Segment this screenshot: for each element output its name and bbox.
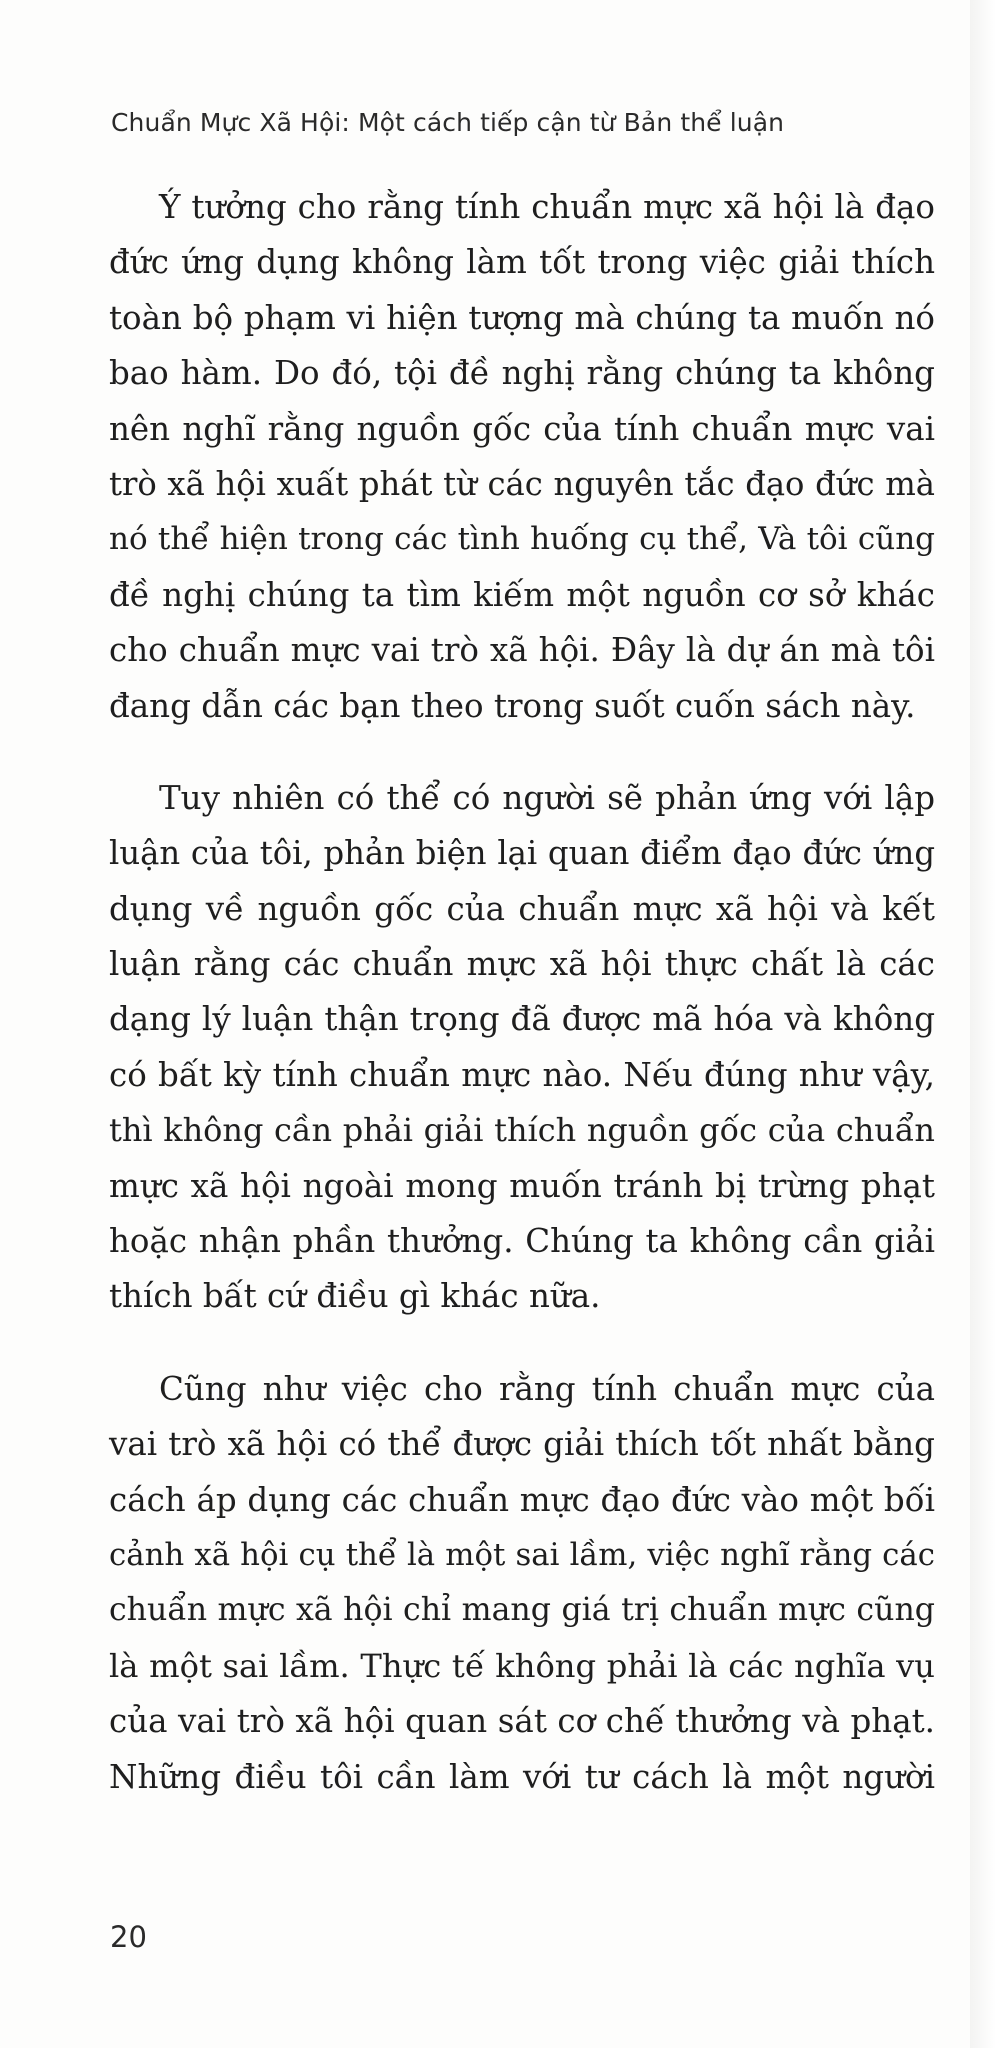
text-line: đề nghị chúng ta tìm kiếm một nguồn cơ sở khác [109, 575, 935, 614]
text-line: dụng về nguồn gốc của chuẩn mực xã hội và kết [109, 889, 935, 928]
page-edge [970, 0, 996, 2048]
text-line: Tuy nhiên có thể có người sẽ phản ứng với lập [159, 778, 935, 817]
text-line: toàn bộ phạm vi hiện tượng mà chúng ta muốn nó [109, 298, 935, 337]
paragraph-1 [109, 180, 935, 734]
text-line: cho chuẩn mực vai trò xã hội. Đây là dự án mà tôi [109, 631, 935, 670]
text-line: thì không cần phải giải thích nguồn gốc của chuẩn [109, 1111, 935, 1150]
running-head: Chuẩn Mực Xã Hội: Một cách tiếp cận từ Bản thể luận [111, 108, 785, 137]
text-line: trò xã hội xuất phát từ các nguyên tắc đạo đức mà [109, 464, 935, 503]
text-line: cách áp dụng các chuẩn mực đạo đức vào một bối [109, 1480, 935, 1519]
text-line: thích bất cứ điều gì khác nữa. [109, 1277, 601, 1316]
text-line: vai trò xã hội có thể được giải thích tốt nhất bằng [109, 1425, 935, 1464]
text-line: bao hàm. Do đó, tội đề nghị rằng chúng ta không [109, 354, 935, 393]
text-line: có bất kỳ tính chuẩn mực nào. Nếu đúng như vậy, [109, 1055, 935, 1094]
text-line: cảnh xã hội cụ thể là một sai lầm, việc nghĩ rằng các [109, 1536, 935, 1573]
text-line: luận rằng các chuẩn mực xã hội thực chất là các [109, 945, 935, 984]
text-line: của vai trò xã hội quan sát cơ chế thưởng và phạt. [109, 1702, 935, 1741]
text-line: Ý tưởng cho rằng tính chuẩn mực xã hội là đạo [159, 188, 935, 226]
text-line: hoặc nhận phần thưởng. Chúng ta không cần giải [109, 1222, 935, 1261]
text-line: mực xã hội ngoài mong muốn tránh bị trừng phạt [109, 1166, 935, 1205]
page-number: 20 [110, 1920, 147, 1954]
text-line: chuẩn mực xã hội chỉ mang giá trị chuẩn mực cũng [109, 1592, 935, 1629]
text-line: nó thể hiện trong các tình huống cụ thể, Và tôi cũng [109, 521, 935, 558]
text-line: là một sai lầm. Thực tế không phải là các nghĩa vụ [109, 1646, 935, 1685]
paragraph-3 [109, 1362, 935, 1805]
text-line: Cũng như việc cho rằng tính chuẩn mực của [159, 1369, 935, 1408]
text-line: luận của tôi, phản biện lại quan điểm đạo đức ứng [109, 834, 935, 873]
body-text [109, 180, 935, 1842]
text-line: đang dẫn các bạn theo trong suốt cuốn sách này. [109, 686, 916, 725]
text-line: nên nghĩ rằng nguồn gốc của tính chuẩn mực vai [109, 409, 935, 448]
text-line: dạng lý luận thận trọng đã được mã hóa và không [109, 1000, 935, 1039]
text-line: đức ứng dụng không làm tốt trong việc giải thích [109, 243, 935, 282]
text-line: Những điều tôi cần làm với tư cách là một người [109, 1757, 935, 1796]
paragraph-2 [109, 771, 935, 1325]
